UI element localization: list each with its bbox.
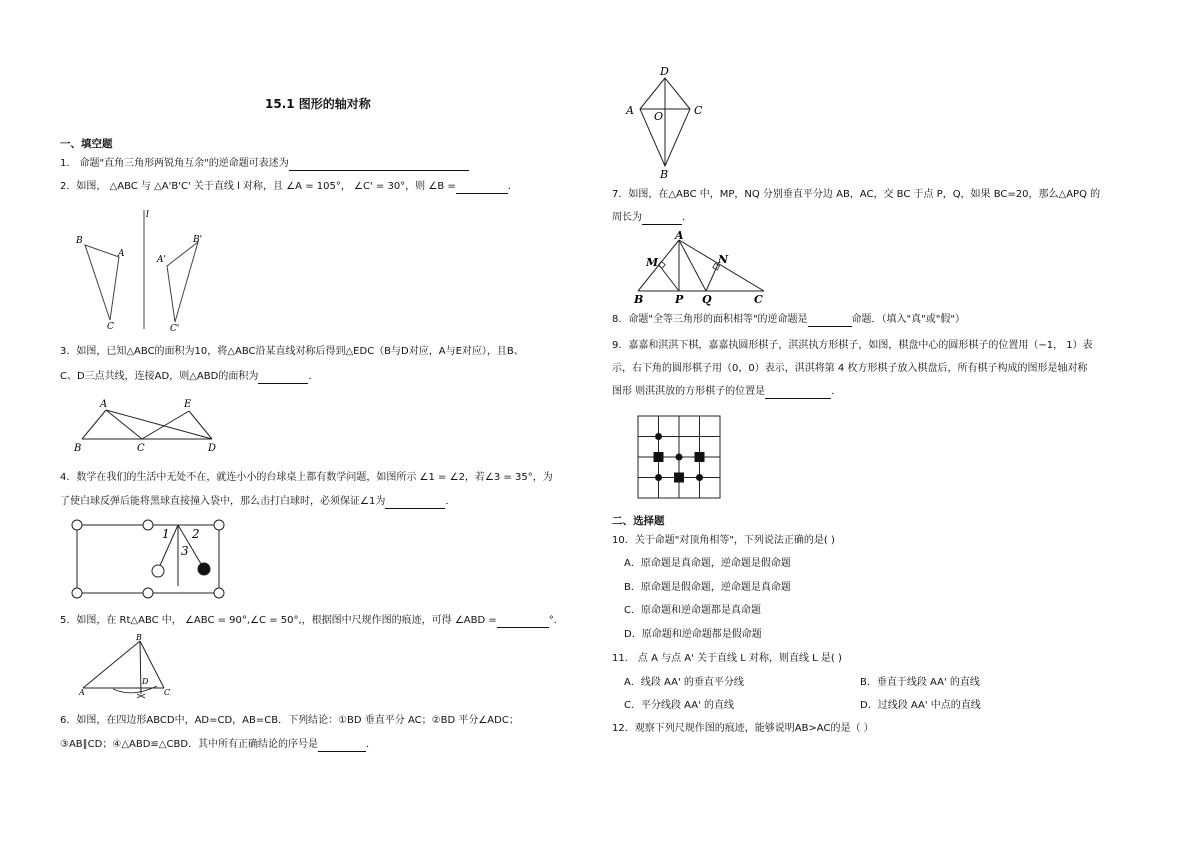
fig-label: A [79,688,85,697]
fig-label: 1 [162,527,170,541]
fig-label: B' [193,235,203,245]
answer-blank[interactable] [456,182,508,194]
fig-label: l [146,210,149,220]
figure-q9-chessboard [636,414,726,504]
fig-label: C [164,688,171,697]
question-3-line2: C、D三点共线，连接AD，则△ABD的面积为 ． [60,371,319,382]
option-11-b[interactable]: B．垂直于线段 AA' 的直线 [860,677,980,688]
option-10-b[interactable]: B．原命题是假命题，逆命题是真命题 [624,582,791,593]
figure-q6-quadrilateral [620,62,720,180]
figure-q2-symmetric-triangles [72,205,222,335]
option-10-c[interactable]: C．原命题和逆命题都是真命题 [624,605,761,616]
fig-label: B [136,633,142,642]
section-heading-fill-blank: 一、填空题 [60,138,113,150]
option-11-d[interactable]: D．过线段 AA' 中点的直线 [860,700,981,711]
fig-label: B [660,168,669,181]
question-4-line2: 了使白球反弹后能将黑球直接撞入袋中，那么击打白球时，必须保证∠1为 ． [60,496,456,507]
fig-label: 2 [192,527,200,541]
fig-label: B [634,293,644,306]
fig-label: A [626,104,634,117]
question-1: 1． 命题"直角三角形两锐角互余"的逆命题可表述为 [60,157,469,171]
fig-label: Q [702,293,712,306]
section-heading-multiple-choice: 二、选择题 [612,515,665,527]
fig-label: C [694,104,703,117]
fig-label: P [675,293,684,306]
fig-label: A [118,249,125,259]
fig-label: D [208,443,217,454]
fig-label: O [654,110,664,123]
fig-label: D [142,677,149,686]
option-10-a[interactable]: A．原命题是真命题，逆命题是假命题 [624,558,791,569]
question-10: 10．关于命题"对顶角相等"，下列说法正确的是( ) [612,535,835,546]
answer-blank[interactable] [765,387,831,399]
fig-label: A [675,229,684,242]
answer-blank[interactable] [808,315,852,327]
fig-label: C' [170,324,180,334]
fig-label: M [646,256,659,269]
fig-label: N [718,253,729,266]
question-9-line2: 示，右下角的圆形棋子用（0，0）表示，淇淇将第 4 枚方形棋子放入棋盘后，所有棋子构成的图形是轴对称 [612,363,1088,374]
question-4-line1: 4．数学在我们的生活中无处不在，就连小小的台球桌上都有数学问题，如图所示 ∠1 = ∠2，若∠3 = 35°，为 [60,472,553,483]
question-11: 11． 点 A 与点 A' 关于直线 L 对称，则直线 L 是( ) [612,653,842,664]
option-10-d[interactable]: D．原命题和逆命题都是假命题 [624,629,762,640]
fig-label: C [137,443,145,454]
figure-q3-triangles [72,395,232,455]
question-9-line1: 9．嘉嘉和淇淇下棋，嘉嘉执圆形棋子，淇淇执方形棋子，如图，棋盘中心的圆形棋子的位置用（−1， 1）表 [612,340,1093,351]
fig-label: C [754,293,763,306]
question-6-line2: ③AB∥CD；④△ABD≌△CBD．其中所有正确结论的序号是 ． [60,739,377,750]
question-8: 8．命题"全等三角形的面积相等"的逆命题是 命题．（填入"真"或"假"） [612,314,965,325]
answer-blank[interactable] [497,616,549,628]
fig-label: B [76,236,83,246]
fig-label: C [107,322,114,332]
fig-label: A' [157,255,166,265]
answer-blank[interactable] [289,159,469,171]
question-7-line1: 7．如图，在△ABC 中，MP，NQ 分别垂直平分边 AB，AC，交 BC 于点 P，Q，如果 BC=20，那么△APQ 的 [612,189,1101,200]
figure-q5-right-triangle [75,632,185,700]
question-6-line1: 6．如图，在四边形ABCD中，AD=CD，AB=CB．下列结论：①BD 垂直平分 AC；②BD 平分∠ADC； [60,715,519,726]
page-title: 15.1 图形的轴对称 [265,97,371,111]
question-3-line1: 3．如图，已知△ABC的面积为10，将△ABC沿某直线对称后得到△EDC（B与D对应，A与E对应），且B、 [60,346,524,357]
figure-q4-billiard-table [70,518,230,600]
question-9-line3: 图形 则淇淇放的方形棋子的位置是 ． [612,386,842,397]
option-11-c[interactable]: C．平分线段 AA' 的直线 [624,700,735,711]
question-2: 2．如图， △ABC 与 △A'B'C' 关于直线 l 对称，且 ∠A = 105°， ∠C' = 30°，则 ∠B = ． [60,181,518,192]
fig-label: E [184,399,192,410]
question-7-line2: 周长为 ． [612,212,692,223]
answer-blank[interactable] [642,213,682,225]
fig-label: A [100,399,108,410]
answer-blank[interactable] [258,372,308,384]
answer-blank[interactable] [385,497,445,509]
answer-blank[interactable] [318,740,366,752]
fig-label: D [660,65,669,78]
fig-label: B [74,443,82,454]
figure-q7-triangle-bisectors [626,229,776,306]
option-11-a[interactable]: A．线段 AA' 的垂直平分线 [624,677,744,688]
question-5: 5．如图，在 Rt△ABC 中， ∠ABC = 90°,∠C = 50°,，根据图中尺规作图的痕迹，可得 ∠ABD = °. [60,615,557,626]
question-12: 12．观察下列尺规作图的痕迹，能够说明AB>AC的是（ ） [612,723,874,734]
fig-label: 3 [181,544,189,558]
